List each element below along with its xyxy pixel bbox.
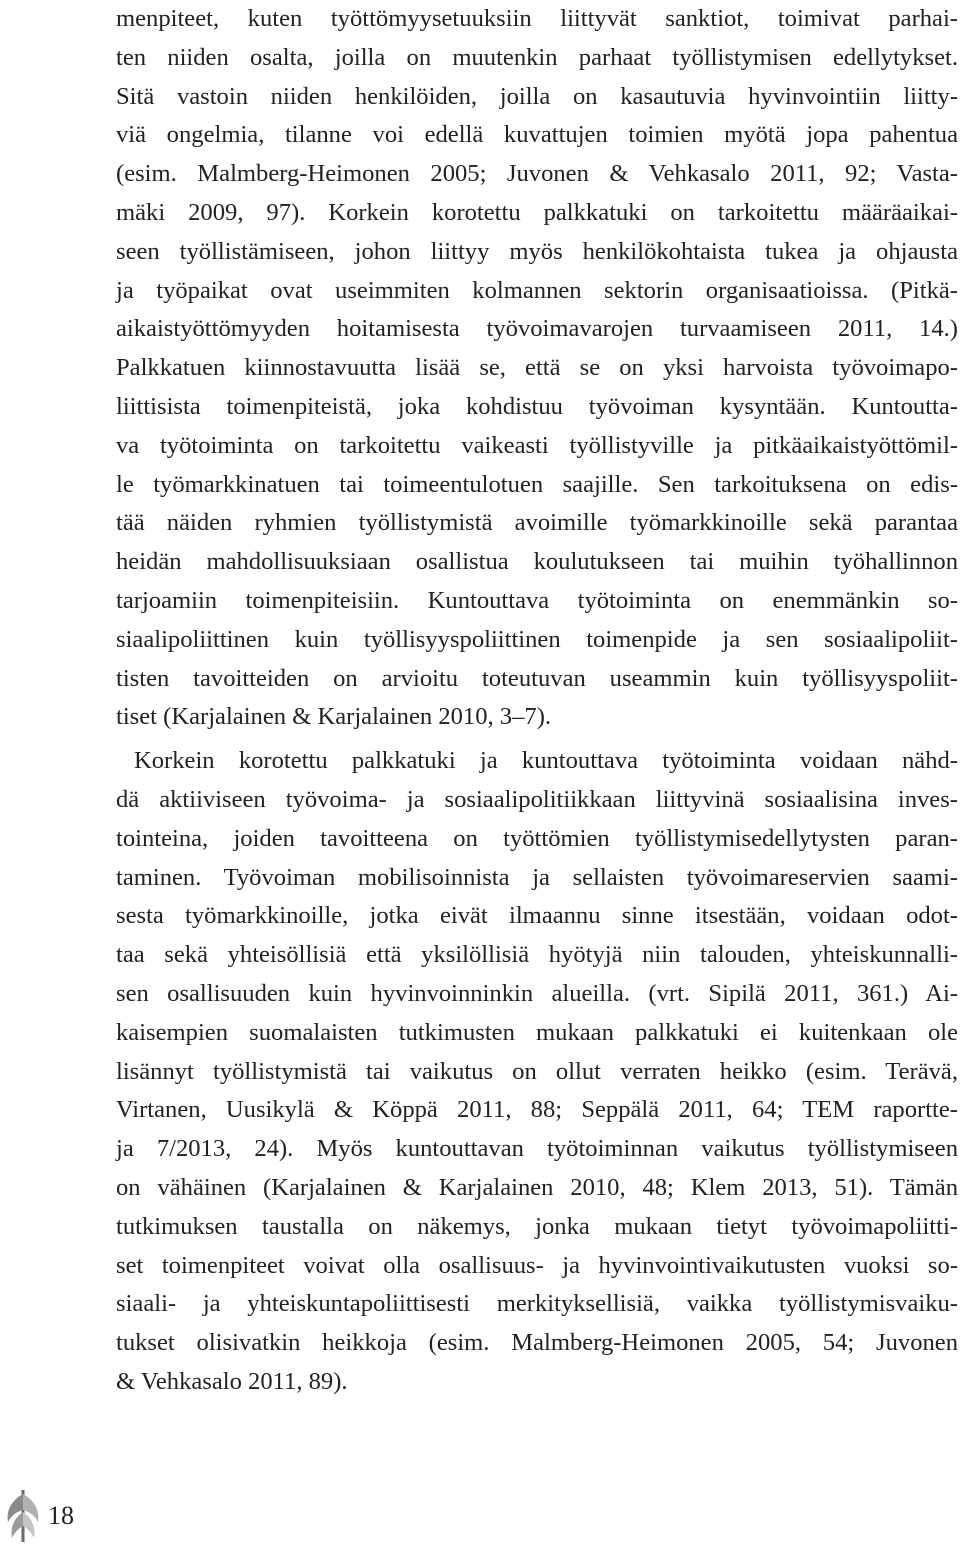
text-line: taminen. Työvoiman mobilisoinnista ja sellaisten työvoimareservien saami- <box>116 863 958 891</box>
text-line: tukset olisivatkin heikkoja (esim. Malmberg-Heimonen 2005, 54; Juvonen <box>116 1329 958 1357</box>
text-line: liittisista toimenpiteistä, joka kohdistuu työvoiman kysyntään. Kuntoutta- <box>116 392 958 420</box>
text-line: tointeina, joiden tavoitteena on työttömien työllistymisedellytysten paran- <box>116 824 958 852</box>
text-line: viä ongelmia, tilanne voi edellä kuvattujen toimien myötä jopa pahentua <box>116 121 958 149</box>
text-line: Korkein korotettu palkkatuki ja kuntouttava työtoiminta voidaan nähd- <box>134 747 958 775</box>
text-line: (esim. Malmberg-Heimonen 2005; Juvonen & Vehkasalo 2011, 92; Vasta- <box>116 160 958 188</box>
text-line: mäki 2009, 97). Korkein korotettu palkkatuki on tarkoitettu määräaikai- <box>116 198 958 226</box>
text-line: & Vehkasalo 2011, 89). <box>116 1367 348 1395</box>
text-line: tää näiden ryhmien työllistymistä avoimille työmarkkinoille sekä parantaa <box>116 509 958 537</box>
text-line: ja työpaikat ovat useimmiten kolmannen sektorin organisaatioissa. (Pitkä- <box>116 276 958 304</box>
text-line: sesta työmarkkinoille, jotka eivät ilmaannu sinne itsestään, voidaan odot- <box>116 902 958 930</box>
text-line: tutkimuksen taustalla on näkemys, jonka mukaan tietyt työvoimapoliitti- <box>116 1212 958 1240</box>
text-line: taa sekä yhteisöllisiä että yksilöllisiä hyötyjä niin talouden, yhteiskunnalli- <box>116 941 958 969</box>
text-line: on vähäinen (Karjalainen & Karjalainen 2010, 48; Klem 2013, 51). Tämän <box>116 1173 958 1201</box>
body-text <box>116 0 958 1402</box>
text-line: dä aktiiviseen työvoima- ja sosiaalipolitiikkaan liittyvinä sosiaalisina inves- <box>116 785 958 813</box>
text-line: le työmarkkinatuen tai toimeentulotuen saajille. Sen tarkoituksena on edis- <box>116 470 958 498</box>
text-line: tisten tavoitteiden on arvioitu toteutuvan useammin kuin työllisyyspoliit- <box>116 664 958 692</box>
text-line: heidän mahdollisuuksiaan osallistua koulutukseen tai muihin työhallinnon <box>116 548 958 576</box>
text-line: set toimenpiteet voivat olla osallisuus- ja hyvinvointivaikutusten vuoksi so- <box>116 1251 958 1279</box>
page-footer <box>0 1488 120 1544</box>
text-line: tiset (Karjalainen & Karjalainen 2010, 3–7). <box>116 703 552 731</box>
text-line: tarjoamiin toimenpiteisiin. Kuntouttava työtoiminta on enemmänkin so- <box>116 586 958 614</box>
text-line: aikaistyöttömyyden hoitamisesta työvoimavarojen turvaamiseen 2011, 14.) <box>116 315 958 343</box>
text-line: ten niiden osalta, joilla on muutenkin parhaat työllistymisen edellytykset. <box>116 43 958 71</box>
text-line: siaalipoliittinen kuin työllisyyspoliittinen toimenpide ja sen sosiaalipoliit- <box>116 625 958 653</box>
text-line: va työtoiminta on tarkoitettu vaikeasti työllistyville ja pitkäaikaistyöttömil- <box>116 431 958 459</box>
text-line: Sitä vastoin niiden henkilöiden, joilla on kasautuvia hyvinvointiin liitty- <box>116 82 958 110</box>
paragraph-2 <box>116 742 958 1402</box>
text-line: menpiteet, kuten työttömyysetuuksiin liittyvät sanktiot, toimivat parhai- <box>116 5 958 32</box>
text-line: lisännyt työllistymistä tai vaikutus on ollut verraten heikko (esim. Terävä, <box>116 1057 958 1085</box>
text-line: Palkkatuen kiinnostavuutta lisää se, että se on yksi harvoista työvoimapo- <box>116 354 958 382</box>
text-line: kaisempien suomalaisten tutkimusten mukaan palkkatuki ei kuitenkaan ole <box>116 1018 958 1046</box>
text-line: sen osallisuuden kuin hyvinvoinninkin alueilla. (vrt. Sipilä 2011, 361.) Ai- <box>116 979 958 1007</box>
text-line: ja 7/2013, 24). Myös kuntouttavan työtoiminnan vaikutus työllistymiseen <box>116 1135 958 1163</box>
publisher-emblem-icon <box>2 1488 44 1544</box>
text-line: Virtanen, Uusikylä & Köppä 2011, 88; Seppälä 2011, 64; TEM raportte- <box>116 1096 958 1124</box>
text-line: seen työllistämiseen, johon liittyy myös henkilökohtaista tukea ja ohjausta <box>116 237 958 265</box>
text-line: siaali- ja yhteiskuntapoliittisesti merkityksellisiä, vaikka työllistymisvaiku- <box>116 1290 958 1318</box>
paragraph-1 <box>116 0 958 737</box>
page-number: 18 <box>48 1501 74 1530</box>
